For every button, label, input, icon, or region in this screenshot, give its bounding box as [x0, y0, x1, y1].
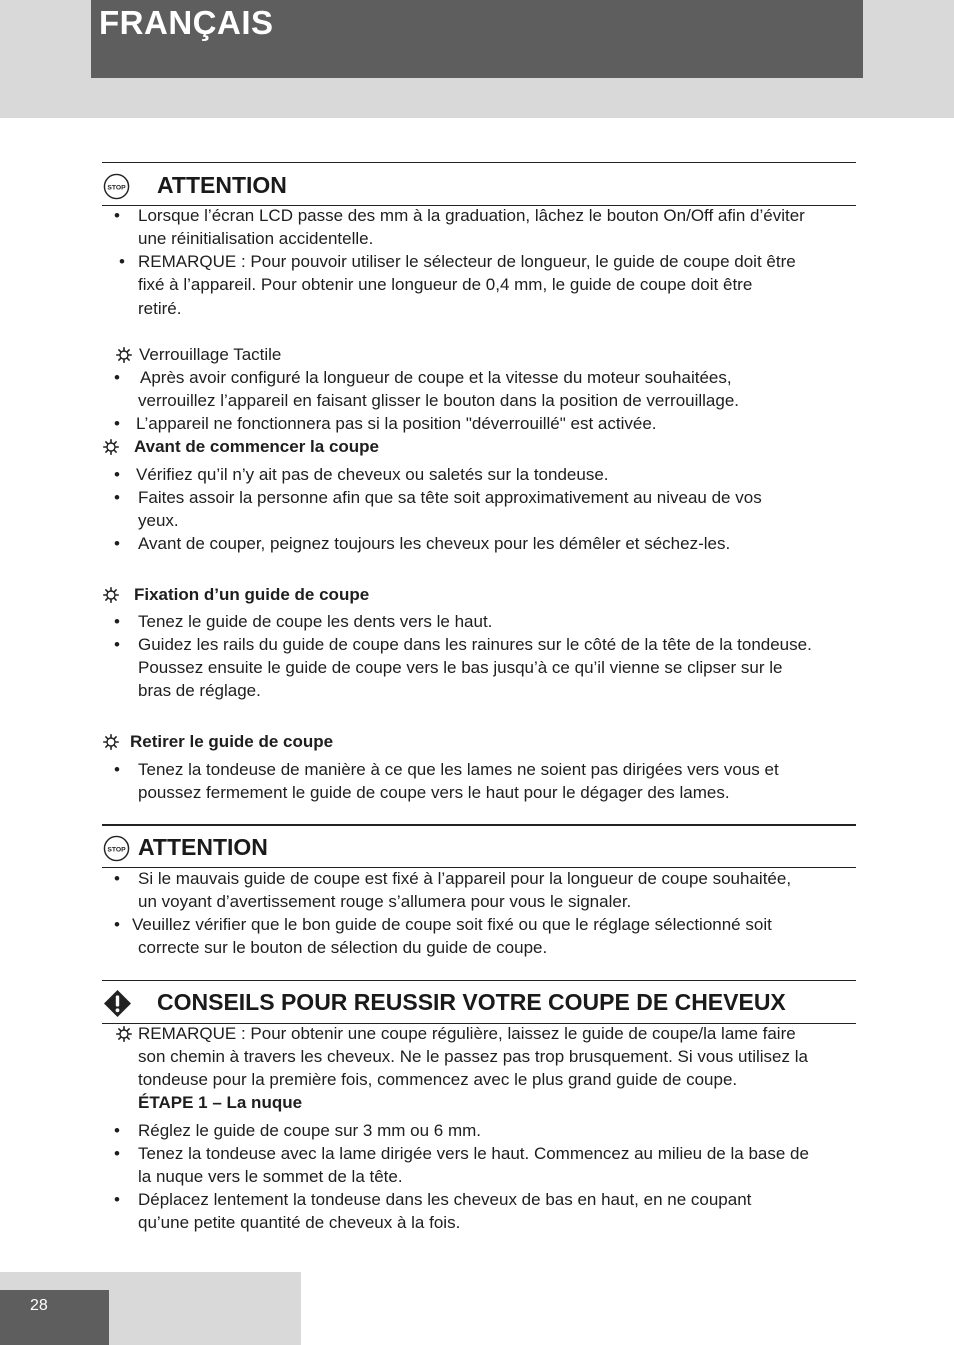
bullet: • — [114, 1144, 120, 1163]
sun-icon — [103, 734, 119, 750]
text-line: poussez fermement le guide de coupe vers le haut pour le dégager des lames. — [138, 783, 730, 802]
bullet: • — [114, 612, 120, 631]
subheading: Retirer le guide de coupe — [130, 732, 334, 751]
divider — [102, 162, 856, 163]
text-line: REMARQUE : Pour obtenir une coupe régulière, laissez le guide de coupe/la lame faire — [138, 1024, 796, 1043]
warning-icon — [103, 989, 132, 1018]
text-line: son chemin à travers les cheveux. Ne le passez pas trop brusquement. Si vous utilisez la — [138, 1047, 808, 1066]
bullet: • — [114, 760, 120, 779]
text-line: retiré. — [138, 299, 182, 318]
text-line: la nuque vers le sommet de la tête. — [138, 1167, 403, 1186]
bullet: • — [114, 869, 120, 888]
divider — [102, 980, 856, 981]
bullet: • — [119, 252, 125, 271]
stop-icon — [103, 835, 130, 862]
text-line: Tenez la tondeuse de manière à ce que les lames ne soient pas dirigées vers vous et — [138, 760, 779, 779]
text-line: Vérifiez qu’il n’y ait pas de cheveux ou saletés sur la tondeuse. — [136, 465, 609, 484]
divider — [102, 824, 856, 826]
text-line: bras de réglage. — [138, 681, 261, 700]
sun-icon — [103, 587, 119, 603]
bullet: • — [114, 1121, 120, 1140]
text-line: tondeuse pour la première fois, commencez avec le plus grand guide de coupe. — [138, 1070, 738, 1089]
page-number-box — [0, 1290, 109, 1345]
text-line: Après avoir configuré la longueur de coupe et la vitesse du moteur souhaitées, — [140, 368, 732, 387]
svg-text:STOP: STOP — [107, 846, 126, 854]
text-line: Avant de couper, peignez toujours les cheveux pour les démêler et séchez-les. — [138, 534, 731, 553]
bullet: • — [114, 465, 120, 484]
text-line: qu’une petite quantité de cheveux à la fois. — [138, 1213, 461, 1232]
text-line: Tenez le guide de coupe les dents vers le haut. — [138, 612, 493, 631]
stop-icon — [103, 173, 130, 200]
text-line: Poussez ensuite le guide de coupe vers le bas jusqu’à ce qu’il vienne se clipser sur le — [138, 658, 783, 677]
text-line: yeux. — [138, 511, 179, 530]
text-line: L’appareil ne fonctionnera pas si la position "déverrouillé" est activée. — [136, 414, 657, 433]
bullet: • — [114, 534, 120, 553]
page-title: FRANÇAIS — [99, 4, 274, 41]
page-number: 28 — [30, 1297, 48, 1314]
text-line: Si le mauvais guide de coupe est fixé à l’appareil pour la longueur de coupe souhaitée, — [138, 869, 792, 888]
text-line: Réglez le guide de coupe sur 3 mm ou 6 mm. — [138, 1121, 482, 1140]
text-line: Guidez les rails du guide de coupe dans les rainures sur le côté de la tête de la tondeuse. — [138, 635, 812, 654]
title-bar — [91, 0, 863, 78]
bullet: • — [114, 414, 120, 433]
bullet: • — [114, 635, 120, 654]
subheading: Verrouillage Tactile — [139, 345, 282, 364]
bullet: • — [114, 368, 120, 387]
subheading: Avant de commencer la coupe — [134, 437, 380, 456]
sun-icon — [103, 439, 119, 455]
bullet: • — [114, 915, 120, 934]
text-line: REMARQUE : Pour pouvoir utiliser le sélecteur de longueur, le guide de coupe doit être — [138, 252, 796, 271]
text-line: un voyant d’avertissement rouge s’allumera pour vous le signaler. — [138, 892, 632, 911]
bullet: • — [114, 1190, 120, 1209]
bullet: • — [114, 488, 120, 507]
bullet: • — [114, 206, 120, 225]
text-line: Déplacez lentement la tondeuse dans les cheveux de bas en haut, en ne coupant — [138, 1190, 752, 1209]
text-line: Tenez la tondeuse avec la lame dirigée vers le haut. Commencez au milieu de la base de — [138, 1144, 809, 1163]
text-line: fixé à l’appareil. Pour obtenir une longueur de 0,4 mm, le guide de coupe doit être — [138, 275, 753, 294]
text-line: une réinitialisation accidentelle. — [138, 229, 374, 248]
text-line: correcte sur le bouton de sélection du guide de coupe. — [138, 938, 548, 957]
step-heading: ÉTAPE 1 – La nuque — [138, 1093, 303, 1112]
subheading: Fixation d’un guide de coupe — [134, 585, 370, 604]
tips-heading: CONSEILS POUR REUSSIR VOTRE COUPE DE CHEVEUX — [157, 989, 786, 1015]
svg-text:STOP: STOP — [107, 184, 126, 192]
attention-heading: ATTENTION — [157, 172, 287, 198]
attention-heading: ATTENTION — [138, 834, 268, 860]
sun-icon — [116, 1026, 132, 1042]
text-line: Lorsque l’écran LCD passe des mm à la graduation, lâchez le bouton On/Off afin d’éviter — [138, 206, 805, 225]
sun-icon — [116, 347, 132, 363]
text-line: Veuillez vérifier que le bon guide de coupe soit fixé ou que le réglage sélectionné soit — [132, 915, 772, 934]
text-line: Faites assoir la personne afin que sa tête soit approximativement au niveau de vos — [138, 488, 762, 507]
text-line: verrouillez l’appareil en faisant glisser le bouton dans la position de verrouillage. — [138, 391, 740, 410]
